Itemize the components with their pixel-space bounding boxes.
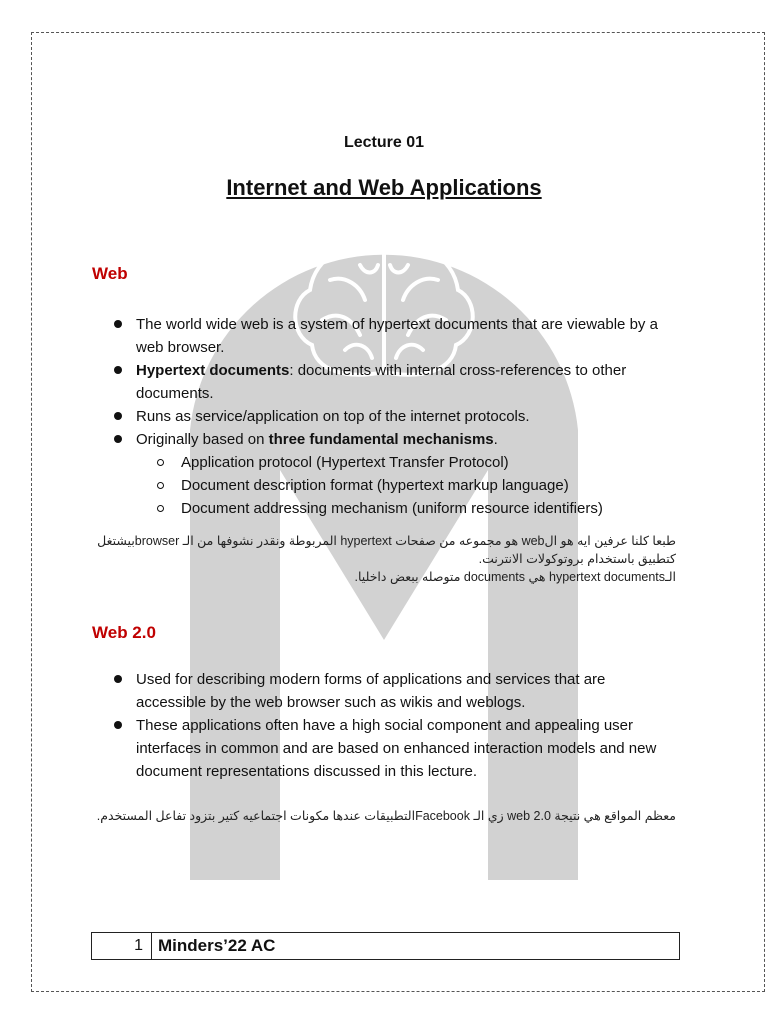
bullet-text: : documents with internal cross-references to other documents. xyxy=(136,362,627,402)
page-number: 1 xyxy=(92,933,152,959)
sub-list-item: Application protocol (Hypertext Transfer Protocol) xyxy=(136,451,676,474)
lecture-label: Lecture 01 xyxy=(343,134,425,151)
page-title: Internet and Web Applications xyxy=(226,175,542,200)
web-bullet-list xyxy=(110,313,676,520)
section-heading-web-2-0: Web 2.0 xyxy=(92,623,156,642)
list-item xyxy=(110,668,676,714)
arabic-note-line: الـhypertext documents هي documents متوصله ببعض داخليا. xyxy=(354,570,676,584)
bullet-text: Originally based on xyxy=(136,431,269,448)
arabic-note-web xyxy=(96,532,676,586)
list-item xyxy=(110,714,676,783)
bullet-text: The world wide web is a system of hypertext documents that are viewable by a web browser. xyxy=(136,316,658,356)
bullet-text: These applications often have a high social component and appealing user interfaces in common and are based on enhanced interaction models and new document representations discussed in this lecture. xyxy=(136,717,657,780)
bullet-bold-term: Hypertext documents xyxy=(136,362,290,379)
footer-text: Minders’22 AC xyxy=(158,936,276,955)
bullet-text: Used for describing modern forms of applications and services that are accessible by the web browser such as wikis and weblogs. xyxy=(136,671,606,711)
bullet-text: Runs as service/application on top of the internet protocols. xyxy=(136,408,530,425)
list-item xyxy=(110,359,676,405)
arabic-note-web2 xyxy=(96,807,676,825)
mechanisms-sub-list xyxy=(136,451,676,520)
web2-bullet-list xyxy=(110,668,676,783)
arabic-note-line: معظم المواقع هي نتيجة web 2.0 زي الـ Facebookالتطبيقات عندها مكونات اجتماعيه كتير بتزود تفاعل المستخدم. xyxy=(96,809,676,823)
bullet-bold-term: three fundamental mechanisms xyxy=(268,431,494,448)
list-item xyxy=(110,428,676,520)
arabic-note-line: طبعا كلنا عرفين ايه هو الweb هو مجموعه من صفحات hypertext المربوطة ونقدر نشوفها من الـ browserبيشتغل كتطبيق باستخدام بروتوكولات الانترنت. xyxy=(97,534,676,566)
sub-list-item: Document addressing mechanism (uniform resource identifiers) xyxy=(136,497,676,520)
list-item xyxy=(110,313,676,359)
footer xyxy=(91,932,680,960)
list-item xyxy=(110,405,676,428)
bullet-text: . xyxy=(493,431,498,448)
sub-list-item: Document description format (hypertext markup language) xyxy=(136,474,676,497)
section-heading-web: Web xyxy=(92,264,128,283)
